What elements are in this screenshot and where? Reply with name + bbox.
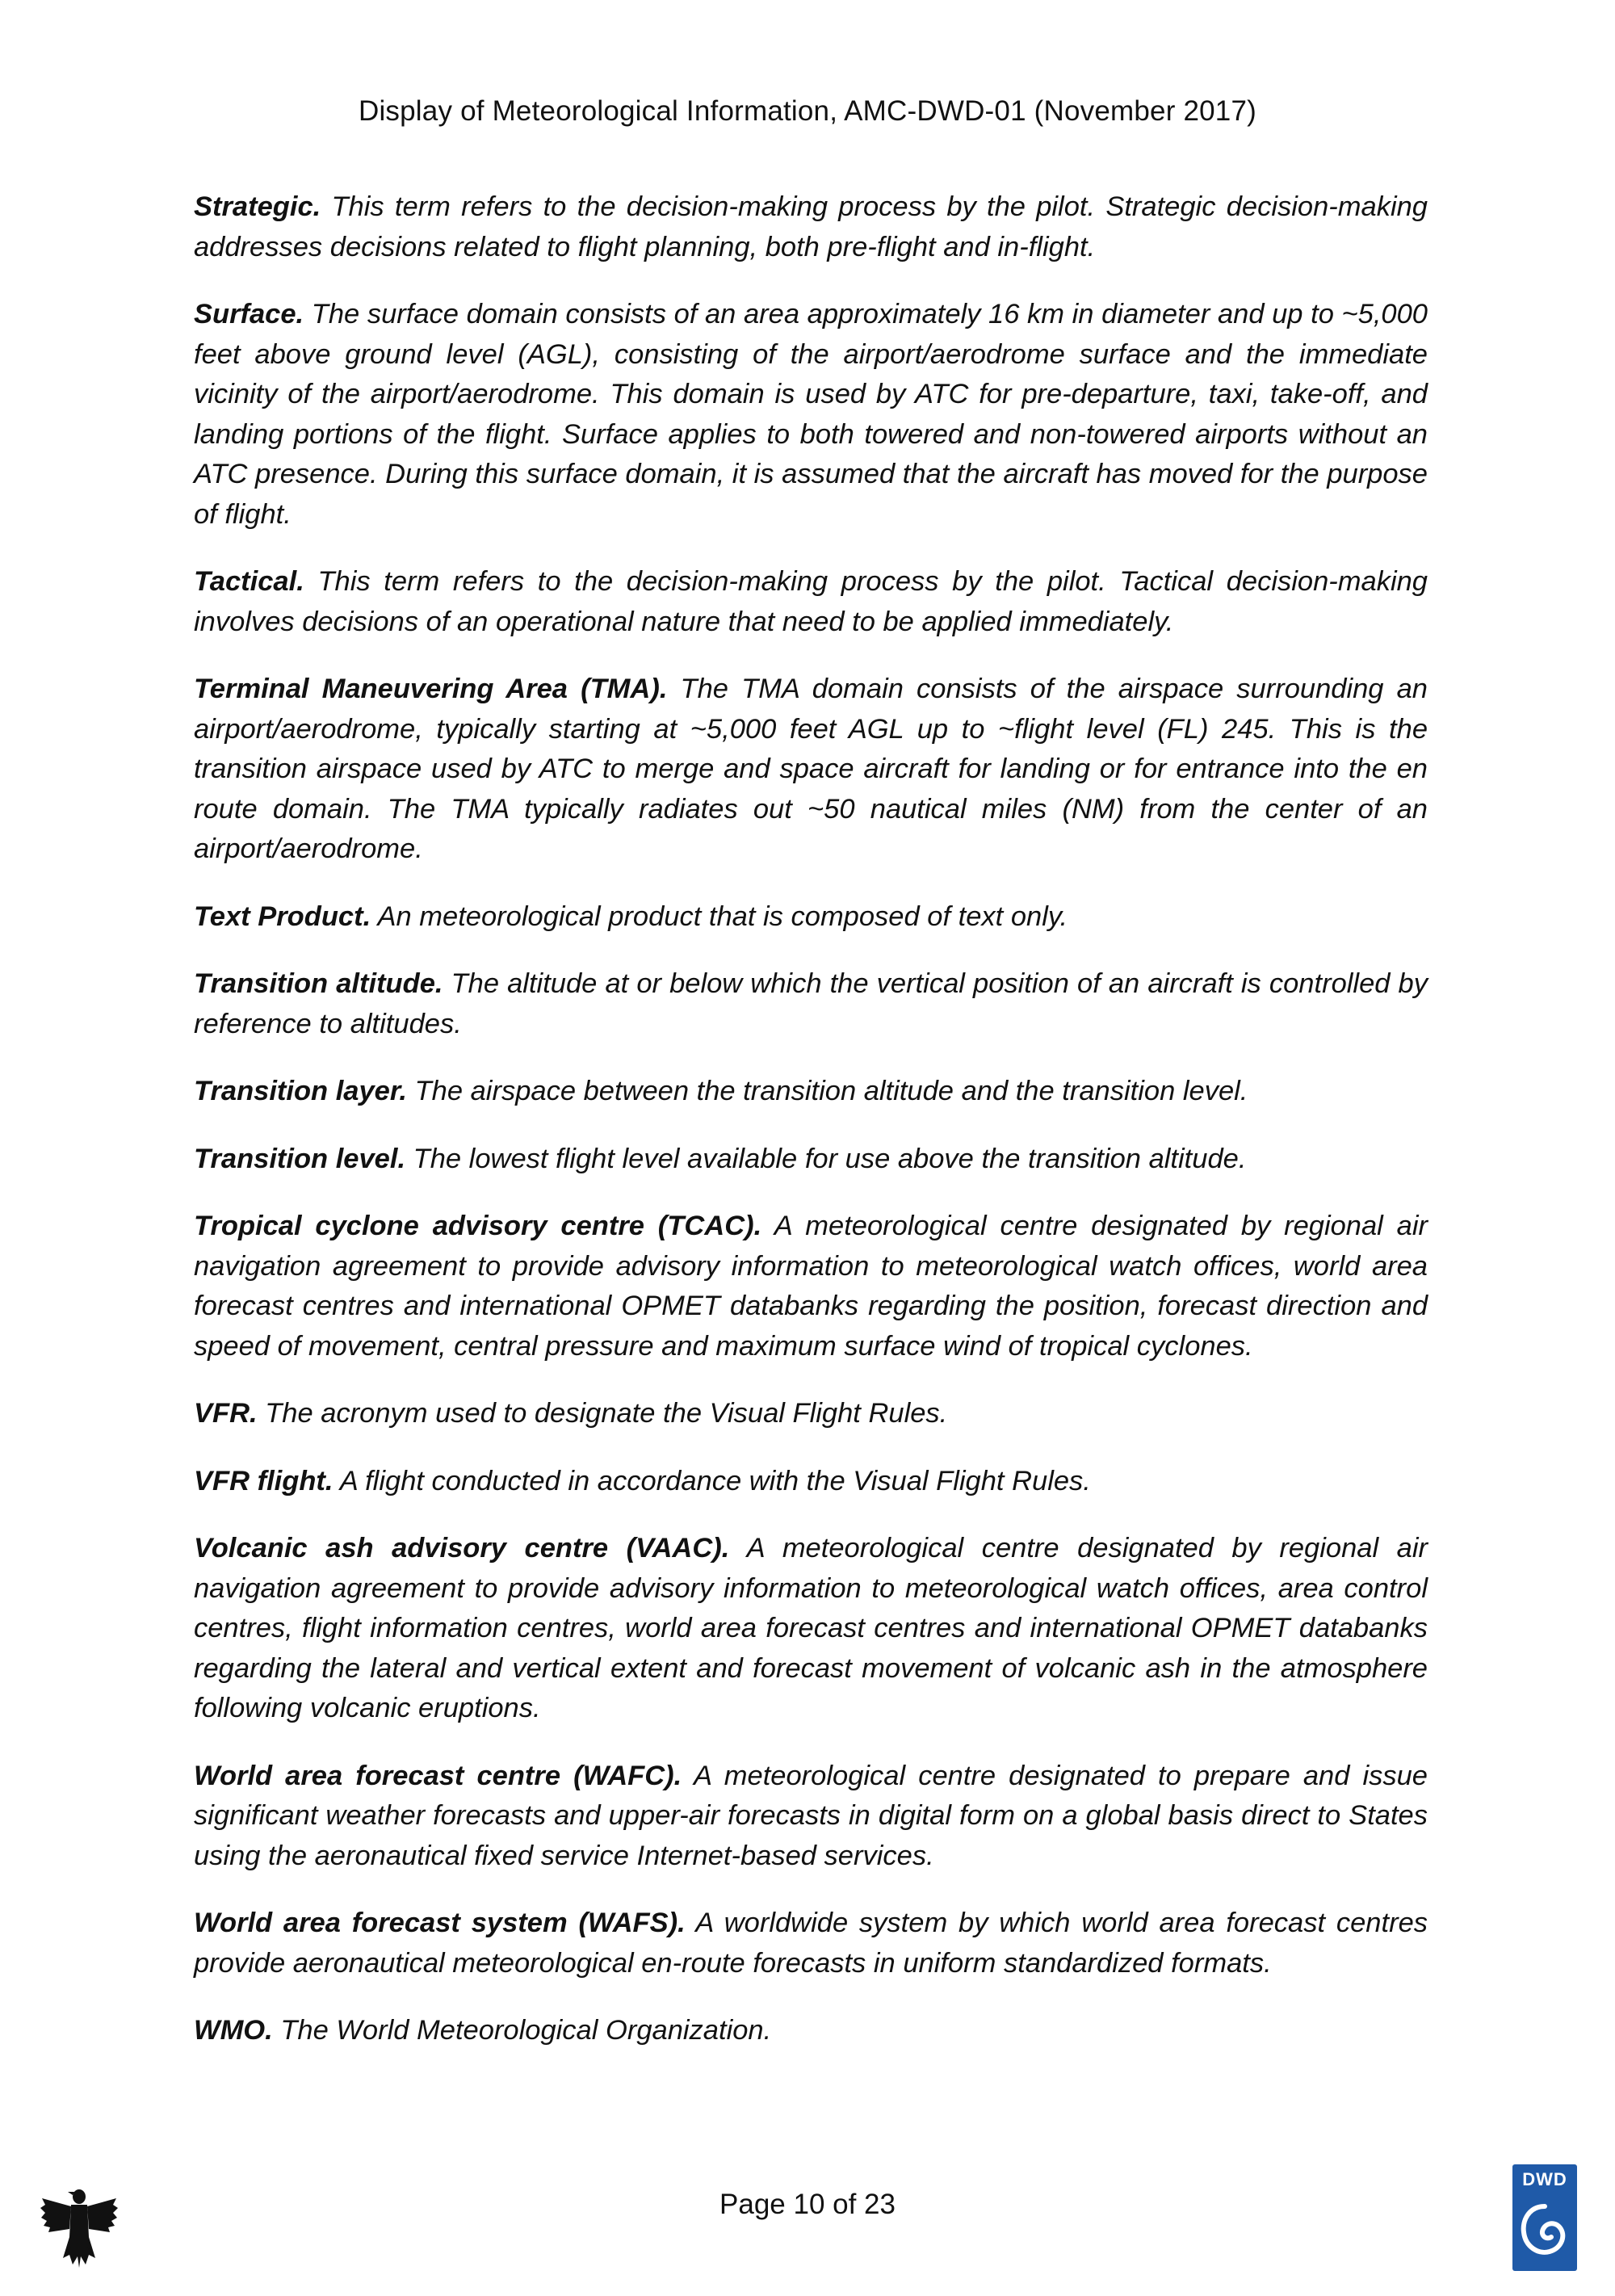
- entry-term: Transition level.: [194, 1143, 406, 1174]
- glossary-entry-vfr: [194, 1394, 1428, 1434]
- glossary-entry-surface: [194, 295, 1428, 535]
- entry-term: WMO.: [194, 2015, 273, 2046]
- entry-definition: The World Meteorological Organization.: [280, 2015, 772, 2046]
- entry-term: Terminal Maneuvering Area (TMA).: [194, 674, 668, 704]
- dwd-logo-text: DWD: [1522, 2169, 1567, 2189]
- entry-definition: This term refers to the decision-making process by the pilot. Strategic decision-making addresses decisions related to flight planning, both pre-flight and in-flight.: [194, 191, 1428, 262]
- entry-term: VFR flight.: [194, 1465, 333, 1496]
- glossary-entry-strategic: [194, 187, 1428, 267]
- entry-definition: The surface domain consists of an area approximately 16 km in diameter and up to ~5,000 feet above ground level (AGL), consisting of the airport/aerodrome surface and the immediate vicinity of the airport/aerodrome. This domain is used by ATC for pre-departure, taxi, take-off, and landing portions of the flight. Surface applies to both towered and non-towered airports without an ATC presence. During this surface domain, it is assumed that the aircraft has moved for the purpose of flight.: [194, 299, 1428, 530]
- entry-definition: A meteorological centre designated to prepare and issue significant weather forecasts and upper-air forecasts in digital form on a global basis direct to States using the aeronautical fixed service Internet-based services.: [194, 1760, 1428, 1871]
- glossary-entry-transition-altitude: [194, 964, 1428, 1044]
- glossary-entry-vaac: [194, 1529, 1428, 1729]
- entry-definition: A meteorological centre designated by regional air navigation agreement to provide advisory information to meteorological watch offices, area control centres, flight information centres, world area forecast centres and international OPMET databanks regarding the lateral and vertical extent and forecast movement of volcanic ash in the atmosphere following volcanic eruptions.: [194, 1533, 1428, 1723]
- entry-definition: The acronym used to designate the Visual Flight Rules.: [265, 1398, 948, 1429]
- page-number: Page 10 of 23: [719, 2189, 896, 2220]
- entry-term: Transition altitude.: [194, 968, 443, 999]
- entry-term: Text Product.: [194, 900, 371, 932]
- entry-term: Tactical.: [194, 566, 304, 597]
- entry-term: VFR.: [194, 1398, 258, 1429]
- entry-definition: This term refers to the decision-making process by the pilot. Tactical decision-making involves decisions of an operational nature that need to be applied immediately.: [194, 566, 1428, 637]
- dwd-logo-icon: [1512, 2164, 1577, 2271]
- glossary-entry-text-product: [194, 897, 1428, 938]
- entry-term: Tropical cyclone advisory centre (TCAC).: [194, 1211, 762, 1241]
- entry-term: World area forecast centre (WAFC).: [194, 1760, 682, 1791]
- glossary-entry-transition-level: [194, 1140, 1428, 1180]
- glossary-entry-wafs: [194, 1904, 1428, 1983]
- page-header: Display of Meteorological Information, AMC-DWD-01 (November 2017): [358, 95, 1256, 127]
- glossary-entry-wmo: [194, 2011, 1428, 2051]
- entry-definition: The airspace between the transition altitude and the transition level.: [414, 1076, 1248, 1106]
- entry-definition: The lowest flight level available for use above the transition altitude.: [413, 1143, 1247, 1174]
- glossary-entry-vfr-flight: [194, 1462, 1428, 1502]
- glossary-entry-tcac: [194, 1207, 1428, 1366]
- entry-definition: The TMA domain consists of the airspace surrounding an airport/aerodrome, typically starting at ~5,000 feet AGL up to ~flight level (FL) 245. This is the transition airspace used by ATC to merge and space aircraft for landing or for entrance into the en route domain. The TMA typically radiates out ~50 nautical miles (NM) from the center of an airport/aerodrome.: [194, 674, 1428, 864]
- entry-term: World area forecast system (WAFS).: [194, 1908, 686, 1938]
- glossary-entry-tma: [194, 669, 1428, 870]
- entry-term: Strategic.: [194, 191, 321, 222]
- entry-definition: A flight conducted in accordance with the Visual Flight Rules.: [339, 1465, 1091, 1496]
- glossary-entry-transition-layer: [194, 1072, 1428, 1112]
- swirl-icon: [1516, 2197, 1574, 2265]
- glossary-entry-wafc: [194, 1757, 1428, 1877]
- glossary-content: [194, 187, 1428, 2079]
- entry-term: Surface.: [194, 299, 304, 329]
- entry-term: Transition layer.: [194, 1076, 407, 1106]
- entry-definition: A meteorological centre designated by regional air navigation agreement to provide advisory information to meteorological watch offices, world area forecast centres and international OPMET databanks regarding the position, forecast direction and speed of movement, central pressure and maximum surface wind of tropical cyclones.: [194, 1211, 1428, 1362]
- entry-definition: A worldwide system by which world area forecast centres provide aeronautical meteorological en-route forecasts in uniform standardized formats.: [194, 1908, 1428, 1979]
- glossary-entry-tactical: [194, 562, 1428, 642]
- entry-definition: An meteorological product that is composed of text only.: [377, 900, 1068, 932]
- entry-term: Volcanic ash advisory centre (VAAC).: [194, 1533, 730, 1564]
- entry-definition: The altitude at or below which the vertical position of an aircraft is controlled by reference to altitudes.: [194, 968, 1428, 1039]
